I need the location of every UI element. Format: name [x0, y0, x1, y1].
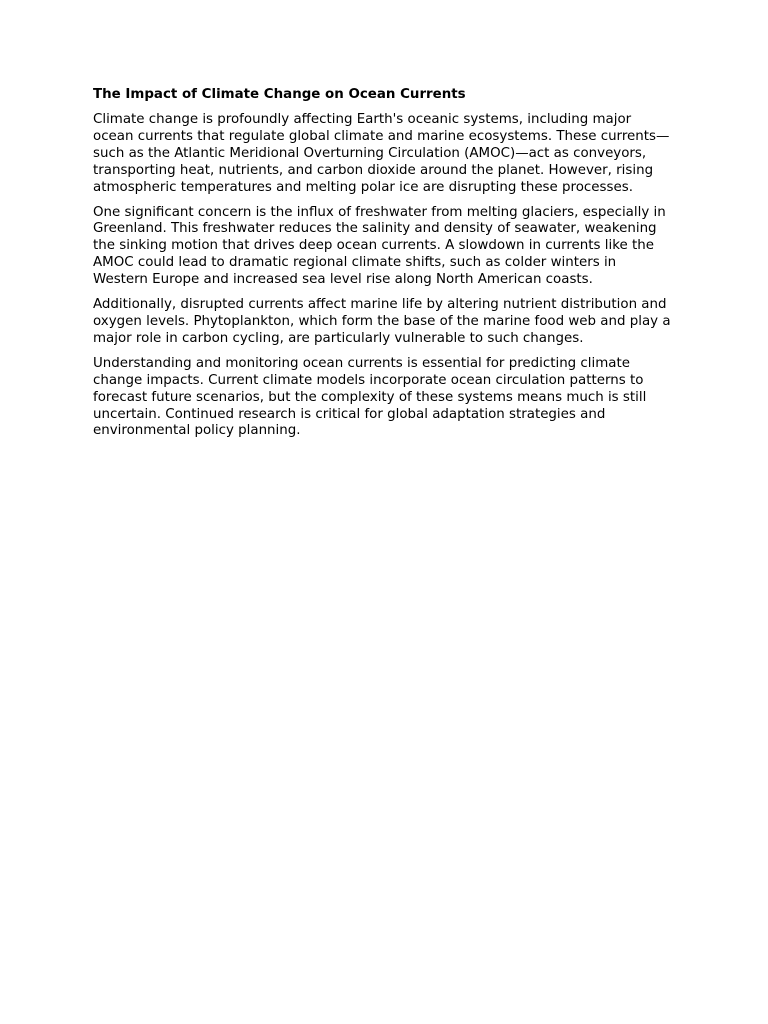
paragraph-2: One significant concern is the influx of freshwater from melting glaciers, especially in Greenland. This freshwater reduces the salinity and density of seawater, weakening the sinking motion that drives deep ocean currents. A slowdown in currents like the AMOC could lead to dramatic regional climate shifts, such as colder winters in Western Europe and increased sea level rise along North American coasts.	[93, 204, 666, 288]
document-title: The Impact of Climate Change on Ocean Currents	[93, 87, 466, 102]
paragraph-1: Climate change is profoundly affecting Earth's oceanic systems, including major ocean currents that regulate global climate and marine ecosystems. These currents—such as the Atlantic Meridional Overturning Circulation (AMOC)—act as conveyors, transporting heat, nutrients, and carbon dioxide around the planet. However, rising atmospheric temperatures and melting polar ice are disrupting these processes.	[93, 112, 670, 195]
paragraph-4: Understanding and monitoring ocean currents is essential for predicting climate change impacts. Current climate models incorporate ocean circulation patterns to forecast future scenarios, but the complexity of these systems means much is still uncertain. Continued research is critical for global adaptation strategies and environmental policy planning.	[93, 355, 647, 439]
paragraph-3: Additionally, disrupted currents affect marine life by altering nutrient distribution and oxygen levels. Phytoplankton, which form the base of the marine food web and play a major role in carbon cycling, are particularly vulnerable to such changes.	[93, 297, 671, 346]
